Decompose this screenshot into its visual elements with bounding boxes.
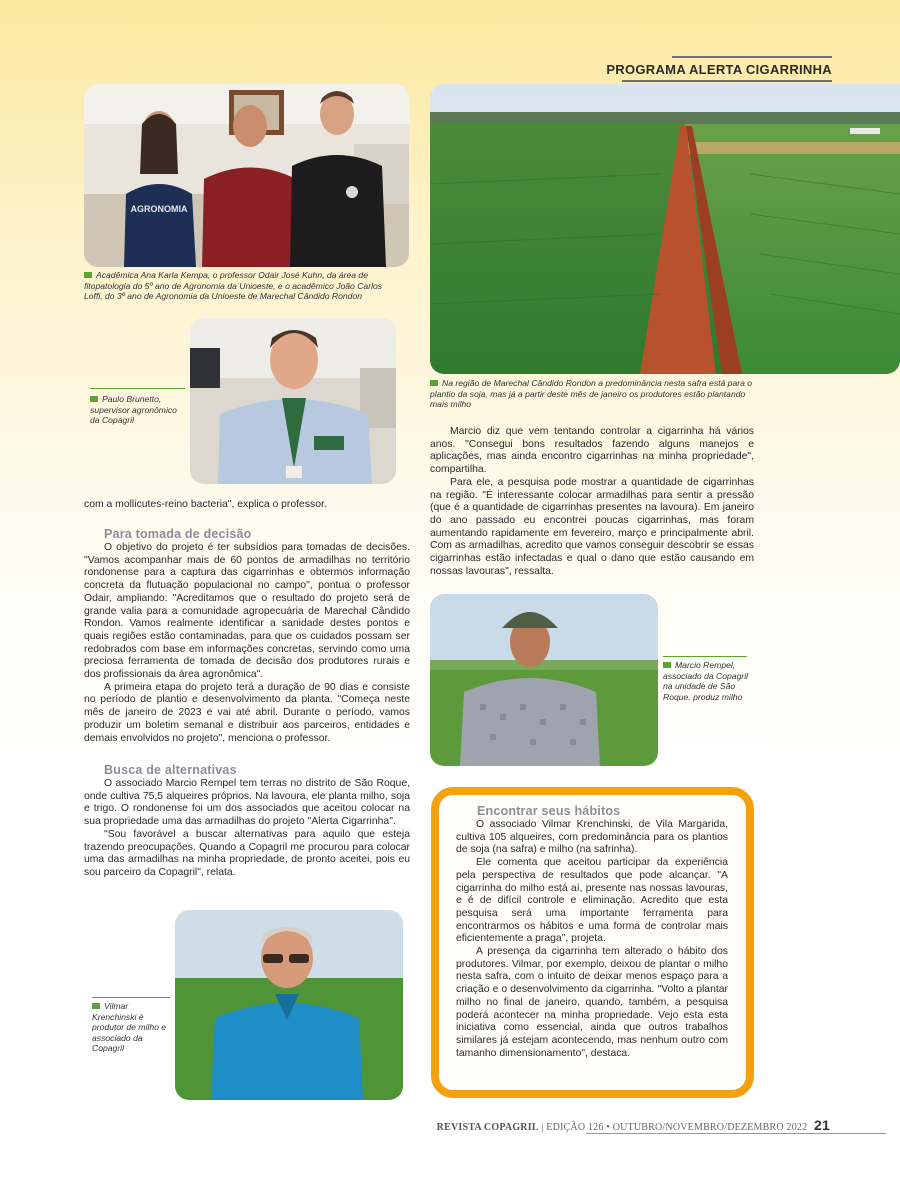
paulo-photo	[190, 318, 396, 484]
group-caption: Acadêmica Ana Karla Kempa, o professor Odair José Kuhn, da área de fitopatologia do 5º ano de Agronomia da Unioeste, e o acadêmico João Carlos Loffi, do 3º ano de Agronomia da Unioeste de Marechal Cândido Rondon	[84, 270, 383, 302]
left-intro: com a mollicutes-reino bacteria", explica o professor.	[84, 499, 327, 510]
marcio-photo	[430, 594, 658, 766]
marcio-caption-rule	[663, 656, 747, 657]
footer-period: OUTUBRO/NOVEMBRO/DEZEMBRO 2022	[612, 1122, 808, 1133]
left-body-2: O associado Marcio Rempel tem terras no distrito de São Roque, onde cultiva 75,5 alqueires próprios. Na lavoura, ele planta milho, soja e trigo. O rondonense foi um dos associados que aceitou colocar na sua propriedade uma das armadilhas do projeto "Alerta Cigarrinha". "Sou favorável a buscar alternativas para aquilo que esteja trazendo preocupações. Quando a Copagril me procurou para colocar uma das armadilhas na minha propriedade, de pronto aceitei, pois eu sou parceiro da Copagril", relata.	[84, 778, 410, 878]
shirt-text: AGRONOMIA	[130, 204, 188, 214]
footer-magazine: REVISTA COPAGRIL	[436, 1122, 539, 1133]
group-photo	[84, 84, 409, 267]
page-footer	[437, 1117, 830, 1133]
caption-marker	[84, 272, 92, 278]
page-number: 21	[814, 1117, 830, 1133]
paulo-caption: Paulo Brunetto, supervisor agronômico da Copagril	[90, 394, 177, 426]
right-body: Marcio diz que vem tentando controlar a cigarrinha há vários anos. "Consegui bons resultados fazendo alguns manejos e aplicações, mas ainda encontro cigarrinhas na minha propriedade", compartilha. Para ele, a pesquisa pode mostrar a quantidade de cigarrinhas na região. "É interessante colocar armadilhas para sentir a pressão (que é a quantidade de cigarrinhas presentes na lavoura). Em janeiro do ano passado eu encontrei poucas cigarrinhas, mas foram aumentando rapidamente em fevereiro, março e principalmente abril. Com as armadilhas, acredito que vamos conseguir descobrir se essas cigarrinhas estão infectadas e qual o dano que estão causando em nossas lavouras", ressalta.	[430, 426, 754, 577]
field-photo	[430, 84, 900, 374]
sidebar-title: Encontrar seus hábitos	[477, 804, 621, 818]
subhead-alternatives: Busca de alternativas	[104, 763, 237, 777]
subhead-decision: Para tomada de decisão	[104, 527, 252, 541]
paulo-caption-rule	[90, 388, 185, 389]
caption-marker	[92, 1003, 100, 1009]
field-caption: Na região de Marechal Cândido Rondon a predominância nesta safra está para o plantio da soja, mas já a partir deste mês de janeiro os produtores estão plantando mais milho	[430, 378, 753, 410]
header-top-rule	[672, 56, 832, 58]
sidebar-body: O associado Vilmar Krenchinski, de Vila Margarida, cultiva 105 alqueires, com predominância para os plantios de soja (na safra) e milho (na safrinha). Ele comenta que aceitou participar da experiência pela perspectiva de resultados que pode alcançar. "A cigarrinha do milho está aí, presente nas nossas lavouras, e é de difícil controle e eliminação. Acredito que esta pesquisa será uma importante ferramenta para encontrarmos os hábitos e uma forma de controlar mais eficientemente a praga", projeta. A presença da cigarrinha tem alterado o hábito dos produtores. Vilmar, por exemplo, deixou de plantar o milho nesta safra, com o intuito de deixar menos espaço para a criação e o desenvolvimento da cigarrinha. "Volto a plantar milho no final de janeiro, quando, também, a pesquisa poderá acontecer na minha propriedade. Vejo esta esta iniciativa como essencial, ainda que outros trabalhos similares já estejam acontecendo, mas nenhum outro com tamanho dimensionamento", destaca.	[456, 819, 728, 1059]
marcio-caption: Marcio Rempel, associado da Copagril na unidade de São Roque, produz milho	[663, 660, 749, 702]
footer-rule	[586, 1133, 886, 1134]
caption-marker	[90, 396, 98, 402]
left-body-1: O objetivo do projeto é ter subsídios para tomadas de decisões. "Vamos acompanhar mais de 60 pontos de armadilhas no território rondonense para a captura das cigarrinhas e obtermos informação concreta da flutuação populacional no campo", pontua o professor Odair, ampliando: "Acreditamos que o resultado do projeto será de grande valia para a comunidade agropecuária de Marechal Cândido Rondon. Vamos realmente identificar a sanidade destes pontos e quais regiões estão contaminadas, para que os cuidados possam ser redobrados com base em informações concretas, servindo como uma preciosa ferramenta de tomada de decisão dos produtores rurais e dos profissionais da área agronômica". A primeira etapa do projeto terá a duração de 90 dias e consiste no período de plantio e desenvolvimento da planta. "Começa neste mês de janeiro de 2023 e vai até abril. Durante o período, vamos produzir um boletim semanal e distribuir aos parceiros, entidades e demais envolvidos no projeto", menciona o professor.	[84, 542, 410, 744]
caption-marker	[430, 380, 438, 386]
footer-bullet: •	[606, 1122, 610, 1133]
vilmar-caption: Vilmar Krenchinski é produtor de milho e associado da Copagril	[92, 1001, 167, 1054]
vilmar-caption-rule	[92, 997, 170, 998]
footer-edition: | EDIÇÃO 126	[541, 1122, 604, 1133]
header-bottom-rule	[622, 80, 832, 82]
section-title: PROGRAMA ALERTA CIGARRINHA	[606, 62, 832, 77]
caption-marker	[663, 662, 671, 668]
vilmar-photo	[175, 910, 403, 1100]
